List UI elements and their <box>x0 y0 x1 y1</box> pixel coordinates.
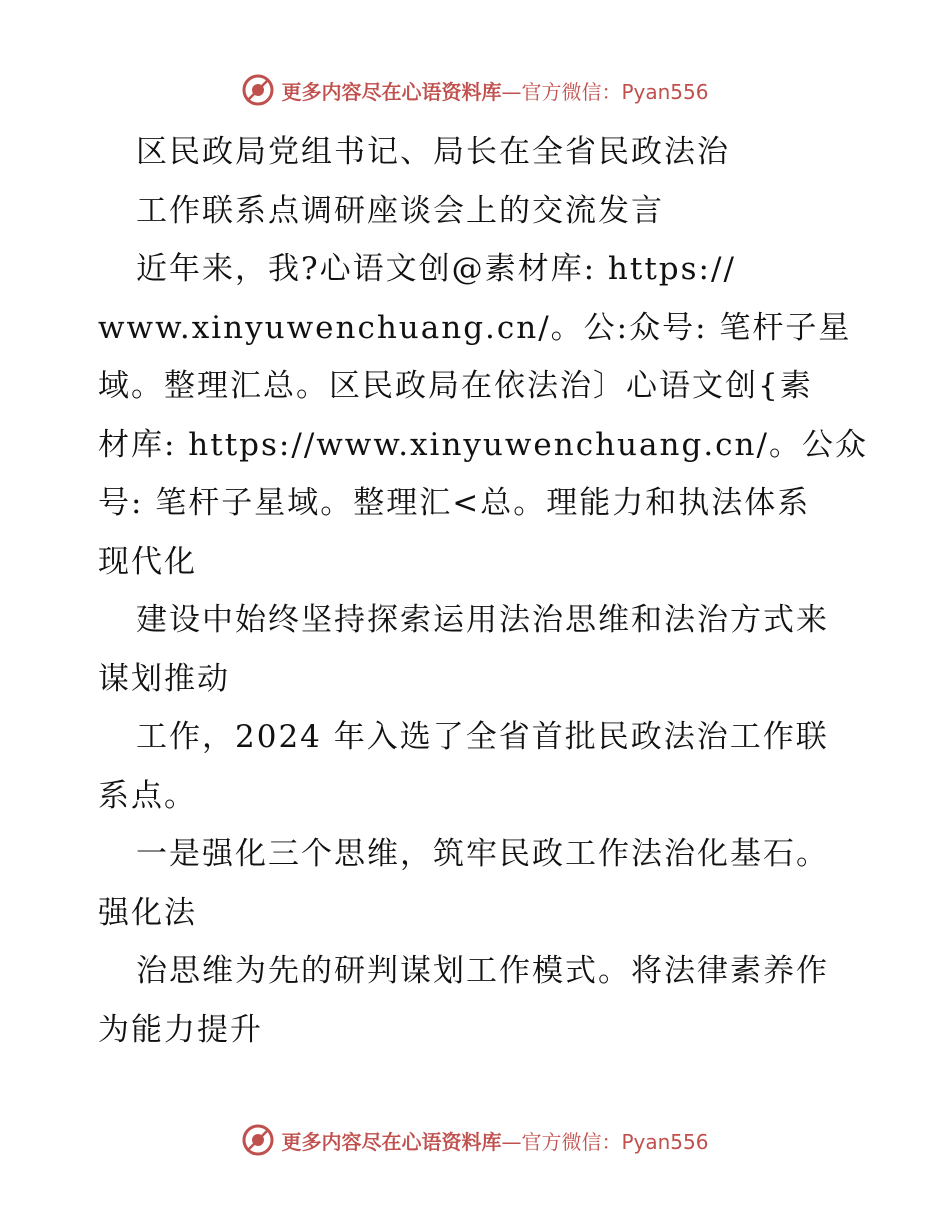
paragraph-line: 一是强化三个思维，筑牢民政工作法治化基石。 <box>136 836 829 872</box>
watermark-wechat: 官方微信：Pyan556 <box>521 1129 709 1154</box>
paragraph-line: 工作，2024 年入选了全省首批民政法治工作联 <box>136 719 829 755</box>
paragraph-line: 强化法 <box>98 894 197 931</box>
header-watermark <box>0 70 950 110</box>
paragraph-line: 建设中始终坚持探索运用法治思维和法治方式来 <box>136 602 829 638</box>
watermark-separator: — <box>501 79 522 104</box>
paragraph-line: 近年来，我?心语文创@素材库: https:// <box>136 251 736 287</box>
watermark-brand: 更多内容尽在心语资料库 <box>281 79 502 104</box>
paragraph-line: www.xinyuwenchuang.cn/。公:众号: 笔杆子星 <box>98 309 852 346</box>
paragraph-line: 治思维为先的研判谋划工作模式。将法律素养作 <box>136 953 829 989</box>
watermark-text <box>281 76 708 105</box>
paragraph-line: 号: 笔杆子星域。整理汇<总。理能力和执法体系 <box>98 485 811 521</box>
paragraph-line: 材库: https://www.xinyuwenchuang.cn/。公众 <box>98 426 868 463</box>
paragraph-line: 系点。 <box>98 777 197 814</box>
paragraph-line: 为能力提升 <box>98 1011 263 1048</box>
title-line-2: 工作联系点调研座谈会上的交流发言 <box>136 192 664 229</box>
brand-logo-icon <box>241 1123 275 1157</box>
title-line-1: 区民政局党组书记、局长在全省民政法治 <box>136 134 730 170</box>
watermark-brand: 更多内容尽在心语资料库 <box>281 1129 502 1154</box>
footer-watermark <box>0 1120 950 1160</box>
brand-logo-icon <box>241 73 275 107</box>
watermark-text <box>281 1126 708 1155</box>
watermark-separator: — <box>501 1129 522 1154</box>
watermark-wechat: 官方微信：Pyan556 <box>521 79 709 104</box>
paragraph-line: 谋划推动 <box>98 660 230 697</box>
document-body <box>98 123 868 1059</box>
paragraph-line: 现代化 <box>98 543 197 580</box>
paragraph-line: 域。整理汇总。区民政局在依法治〕心语文创{素 <box>98 368 813 404</box>
